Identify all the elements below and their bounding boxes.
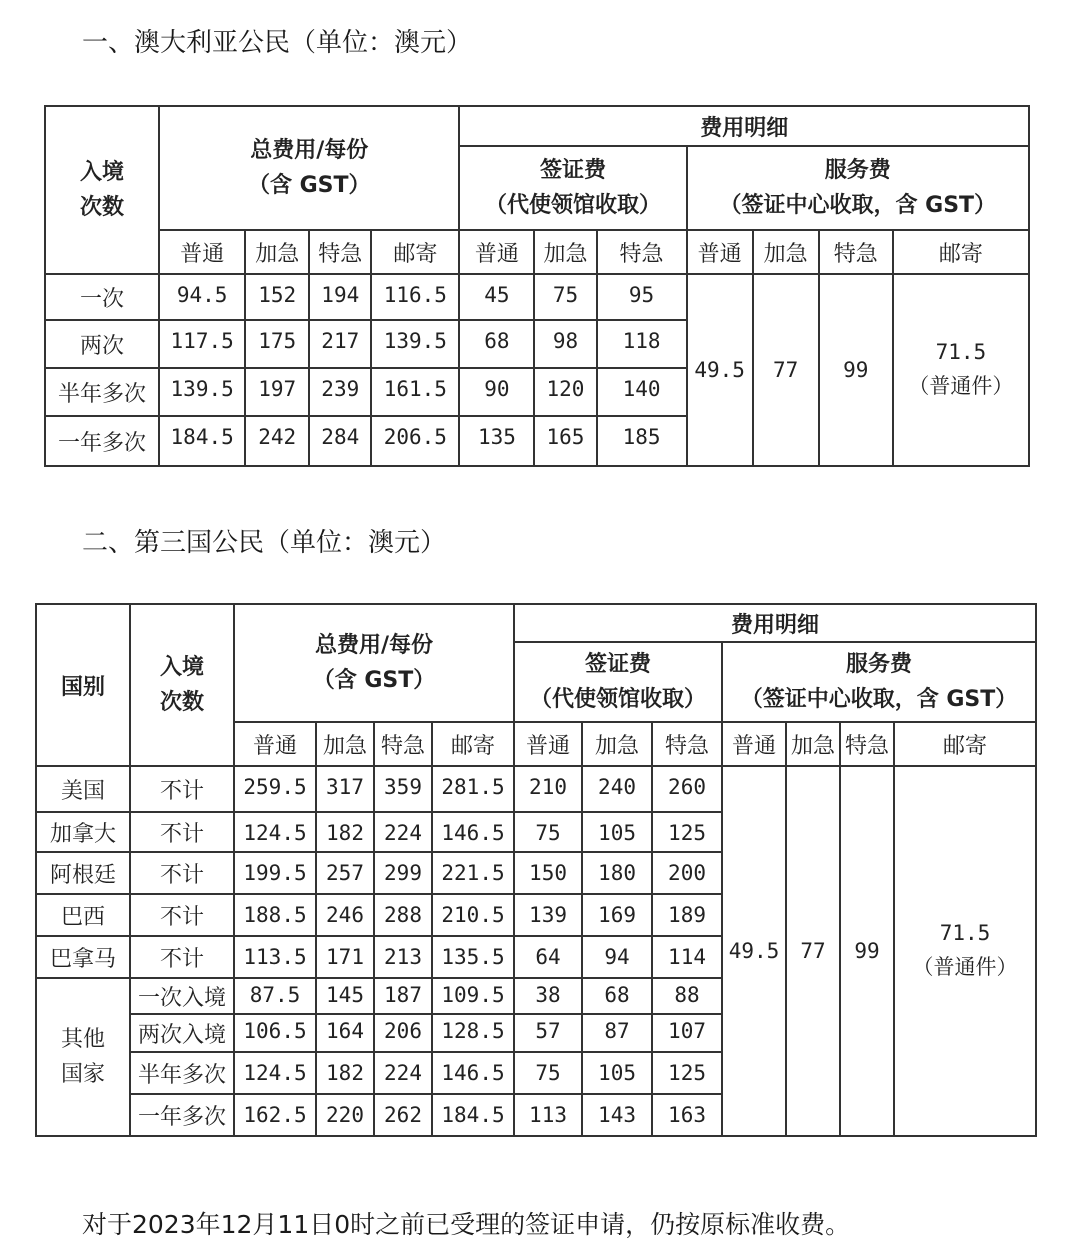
cell: 182 bbox=[316, 812, 374, 852]
cell: 197 bbox=[245, 368, 309, 416]
cell: 107 bbox=[652, 1014, 722, 1052]
entry-cell: 两次入境 bbox=[130, 1014, 234, 1052]
service-express-cell: 99 bbox=[819, 274, 893, 466]
entry-cell: 不计 bbox=[130, 936, 234, 978]
cell: 106.5 bbox=[234, 1014, 316, 1052]
cell: 118 bbox=[597, 320, 687, 368]
cell: 260 bbox=[652, 766, 722, 812]
cell: 109.5 bbox=[432, 978, 514, 1014]
cell: 169 bbox=[582, 894, 652, 936]
col-mail: 邮寄 bbox=[894, 722, 1036, 766]
cell: 220 bbox=[316, 1094, 374, 1136]
cell: 145 bbox=[316, 978, 374, 1014]
cell: 246 bbox=[316, 894, 374, 936]
row-label: 一次 bbox=[45, 274, 159, 320]
cell: 150 bbox=[514, 852, 582, 894]
cell: 262 bbox=[374, 1094, 432, 1136]
cell: 206.5 bbox=[371, 416, 459, 466]
cell: 120 bbox=[534, 368, 596, 416]
visa-fee-header: 签证费 （代使领馆收取） bbox=[459, 146, 686, 230]
section1-heading: 一、澳大利亚公民（单位：澳元） bbox=[82, 28, 473, 58]
fee-detail-header: 费用明细 bbox=[459, 106, 1029, 146]
cell: 87.5 bbox=[234, 978, 316, 1014]
service-normal-cell: 49.5 bbox=[722, 766, 786, 1136]
col-express: 特急 bbox=[374, 722, 432, 766]
cell: 125 bbox=[652, 1052, 722, 1094]
cell: 45 bbox=[459, 274, 534, 320]
service-fee-header: 服务费 （签证中心收取，含 GST） bbox=[722, 642, 1036, 722]
col-express: 特急 bbox=[840, 722, 894, 766]
col-normal: 普通 bbox=[234, 722, 316, 766]
cell: 75 bbox=[514, 812, 582, 852]
cell: 163 bbox=[652, 1094, 722, 1136]
row-label: 两次 bbox=[45, 320, 159, 368]
third-country-fee-table bbox=[35, 603, 1037, 1137]
cell: 224 bbox=[374, 1052, 432, 1094]
cell: 299 bbox=[374, 852, 432, 894]
col-urgent: 加急 bbox=[786, 722, 840, 766]
cell: 224 bbox=[374, 812, 432, 852]
cell: 189 bbox=[652, 894, 722, 936]
col-express: 特急 bbox=[819, 230, 893, 274]
cell: 113.5 bbox=[234, 936, 316, 978]
cell: 317 bbox=[316, 766, 374, 812]
cell: 175 bbox=[245, 320, 309, 368]
cell: 64 bbox=[514, 936, 582, 978]
cell: 68 bbox=[459, 320, 534, 368]
cell: 284 bbox=[309, 416, 371, 466]
entry-count-header: 入境 次数 bbox=[130, 604, 234, 766]
col-normal: 普通 bbox=[459, 230, 534, 274]
cell: 200 bbox=[652, 852, 722, 894]
mail-note: （普通件） bbox=[912, 955, 1018, 979]
cell: 135.5 bbox=[432, 936, 514, 978]
cell: 161.5 bbox=[371, 368, 459, 416]
footnote: 对于2023年12月11日0时之前已受理的签证申请，仍按原标准收费。 bbox=[82, 1210, 851, 1239]
country-cell: 加拿大 bbox=[36, 812, 130, 852]
cell: 75 bbox=[514, 1052, 582, 1094]
total-fee-header: 总费用/每份 （含 GST） bbox=[234, 604, 514, 722]
col-mail: 邮寄 bbox=[432, 722, 514, 766]
cell: 105 bbox=[582, 1052, 652, 1094]
cell: 125 bbox=[652, 812, 722, 852]
entry-cell: 不计 bbox=[130, 852, 234, 894]
cell: 135 bbox=[459, 416, 534, 466]
col-normal: 普通 bbox=[722, 722, 786, 766]
cell: 213 bbox=[374, 936, 432, 978]
cell: 359 bbox=[374, 766, 432, 812]
total-fee-header: 总费用/每份 （含 GST） bbox=[159, 106, 459, 230]
col-normal: 普通 bbox=[514, 722, 582, 766]
service-fee-header: 服务费 （签证中心收取，含 GST） bbox=[687, 146, 1029, 230]
cell: 146.5 bbox=[432, 1052, 514, 1094]
service-mail-cell bbox=[893, 274, 1029, 466]
service-normal-cell: 49.5 bbox=[687, 274, 753, 466]
cell: 199.5 bbox=[234, 852, 316, 894]
country-cell: 美国 bbox=[36, 766, 130, 812]
cell: 94.5 bbox=[159, 274, 245, 320]
cell: 206 bbox=[374, 1014, 432, 1052]
cell: 210 bbox=[514, 766, 582, 812]
mail-fee: 71.5 bbox=[939, 921, 991, 946]
col-urgent: 加急 bbox=[316, 722, 374, 766]
cell: 94 bbox=[582, 936, 652, 978]
mail-fee: 71.5 bbox=[935, 340, 987, 365]
table-row bbox=[36, 766, 1036, 812]
cell: 124.5 bbox=[234, 1052, 316, 1094]
cell: 281.5 bbox=[432, 766, 514, 812]
cell: 98 bbox=[534, 320, 596, 368]
row-label: 一年多次 bbox=[45, 416, 159, 466]
cell: 38 bbox=[514, 978, 582, 1014]
australian-citizen-fee-table bbox=[44, 105, 1030, 467]
section2-heading: 二、第三国公民（单位：澳元） bbox=[82, 528, 447, 558]
col-express: 特急 bbox=[652, 722, 722, 766]
cell: 140 bbox=[597, 368, 687, 416]
col-urgent: 加急 bbox=[534, 230, 596, 274]
entry-cell: 半年多次 bbox=[130, 1052, 234, 1094]
cell: 185 bbox=[597, 416, 687, 466]
cell: 182 bbox=[316, 1052, 374, 1094]
cell: 217 bbox=[309, 320, 371, 368]
entry-cell: 一次入境 bbox=[130, 978, 234, 1014]
cell: 242 bbox=[245, 416, 309, 466]
country-cell: 巴拿马 bbox=[36, 936, 130, 978]
mail-note: （普通件） bbox=[908, 374, 1014, 398]
other-country-cell: 其他 国家 bbox=[36, 978, 130, 1136]
cell: 113 bbox=[514, 1094, 582, 1136]
cell: 90 bbox=[459, 368, 534, 416]
cell: 87 bbox=[582, 1014, 652, 1052]
col-express: 特急 bbox=[597, 230, 687, 274]
cell: 240 bbox=[582, 766, 652, 812]
cell: 116.5 bbox=[371, 274, 459, 320]
cell: 105 bbox=[582, 812, 652, 852]
cell: 143 bbox=[582, 1094, 652, 1136]
col-urgent: 加急 bbox=[582, 722, 652, 766]
col-urgent: 加急 bbox=[753, 230, 819, 274]
country-cell: 阿根廷 bbox=[36, 852, 130, 894]
cell: 288 bbox=[374, 894, 432, 936]
cell: 139.5 bbox=[371, 320, 459, 368]
cell: 68 bbox=[582, 978, 652, 1014]
cell: 257 bbox=[316, 852, 374, 894]
cell: 184.5 bbox=[159, 416, 245, 466]
cell: 239 bbox=[309, 368, 371, 416]
cell: 139 bbox=[514, 894, 582, 936]
service-urgent-cell: 77 bbox=[753, 274, 819, 466]
country-cell: 巴西 bbox=[36, 894, 130, 936]
cell: 114 bbox=[652, 936, 722, 978]
cell: 188.5 bbox=[234, 894, 316, 936]
col-normal: 普通 bbox=[159, 230, 245, 274]
cell: 88 bbox=[652, 978, 722, 1014]
entry-cell: 不计 bbox=[130, 812, 234, 852]
fee-detail-header: 费用明细 bbox=[514, 604, 1036, 642]
service-mail-cell bbox=[894, 766, 1036, 1136]
cell: 210.5 bbox=[432, 894, 514, 936]
cell: 165 bbox=[534, 416, 596, 466]
visa-fee-header: 签证费 （代使领馆收取） bbox=[514, 642, 722, 722]
cell: 187 bbox=[374, 978, 432, 1014]
col-mail: 邮寄 bbox=[371, 230, 459, 274]
service-express-cell: 99 bbox=[840, 766, 894, 1136]
cell: 139.5 bbox=[159, 368, 245, 416]
cell: 162.5 bbox=[234, 1094, 316, 1136]
cell: 117.5 bbox=[159, 320, 245, 368]
row-label: 半年多次 bbox=[45, 368, 159, 416]
col-express: 特急 bbox=[309, 230, 371, 274]
cell: 180 bbox=[582, 852, 652, 894]
cell: 221.5 bbox=[432, 852, 514, 894]
entry-cell: 一年多次 bbox=[130, 1094, 234, 1136]
entry-cell: 不计 bbox=[130, 894, 234, 936]
cell: 128.5 bbox=[432, 1014, 514, 1052]
col-mail: 邮寄 bbox=[893, 230, 1029, 274]
cell: 146.5 bbox=[432, 812, 514, 852]
cell: 164 bbox=[316, 1014, 374, 1052]
cell: 194 bbox=[309, 274, 371, 320]
entry-cell: 不计 bbox=[130, 766, 234, 812]
col-normal: 普通 bbox=[687, 230, 753, 274]
cell: 124.5 bbox=[234, 812, 316, 852]
cell: 75 bbox=[534, 274, 596, 320]
col-urgent: 加急 bbox=[245, 230, 309, 274]
cell: 152 bbox=[245, 274, 309, 320]
cell: 259.5 bbox=[234, 766, 316, 812]
cell: 184.5 bbox=[432, 1094, 514, 1136]
service-urgent-cell: 77 bbox=[786, 766, 840, 1136]
cell: 95 bbox=[597, 274, 687, 320]
cell: 57 bbox=[514, 1014, 582, 1052]
table-row bbox=[45, 274, 1029, 320]
country-header: 国别 bbox=[36, 604, 130, 766]
sub-column-header-row bbox=[45, 230, 1029, 274]
cell: 171 bbox=[316, 936, 374, 978]
entry-count-header: 入境 次数 bbox=[45, 106, 159, 274]
